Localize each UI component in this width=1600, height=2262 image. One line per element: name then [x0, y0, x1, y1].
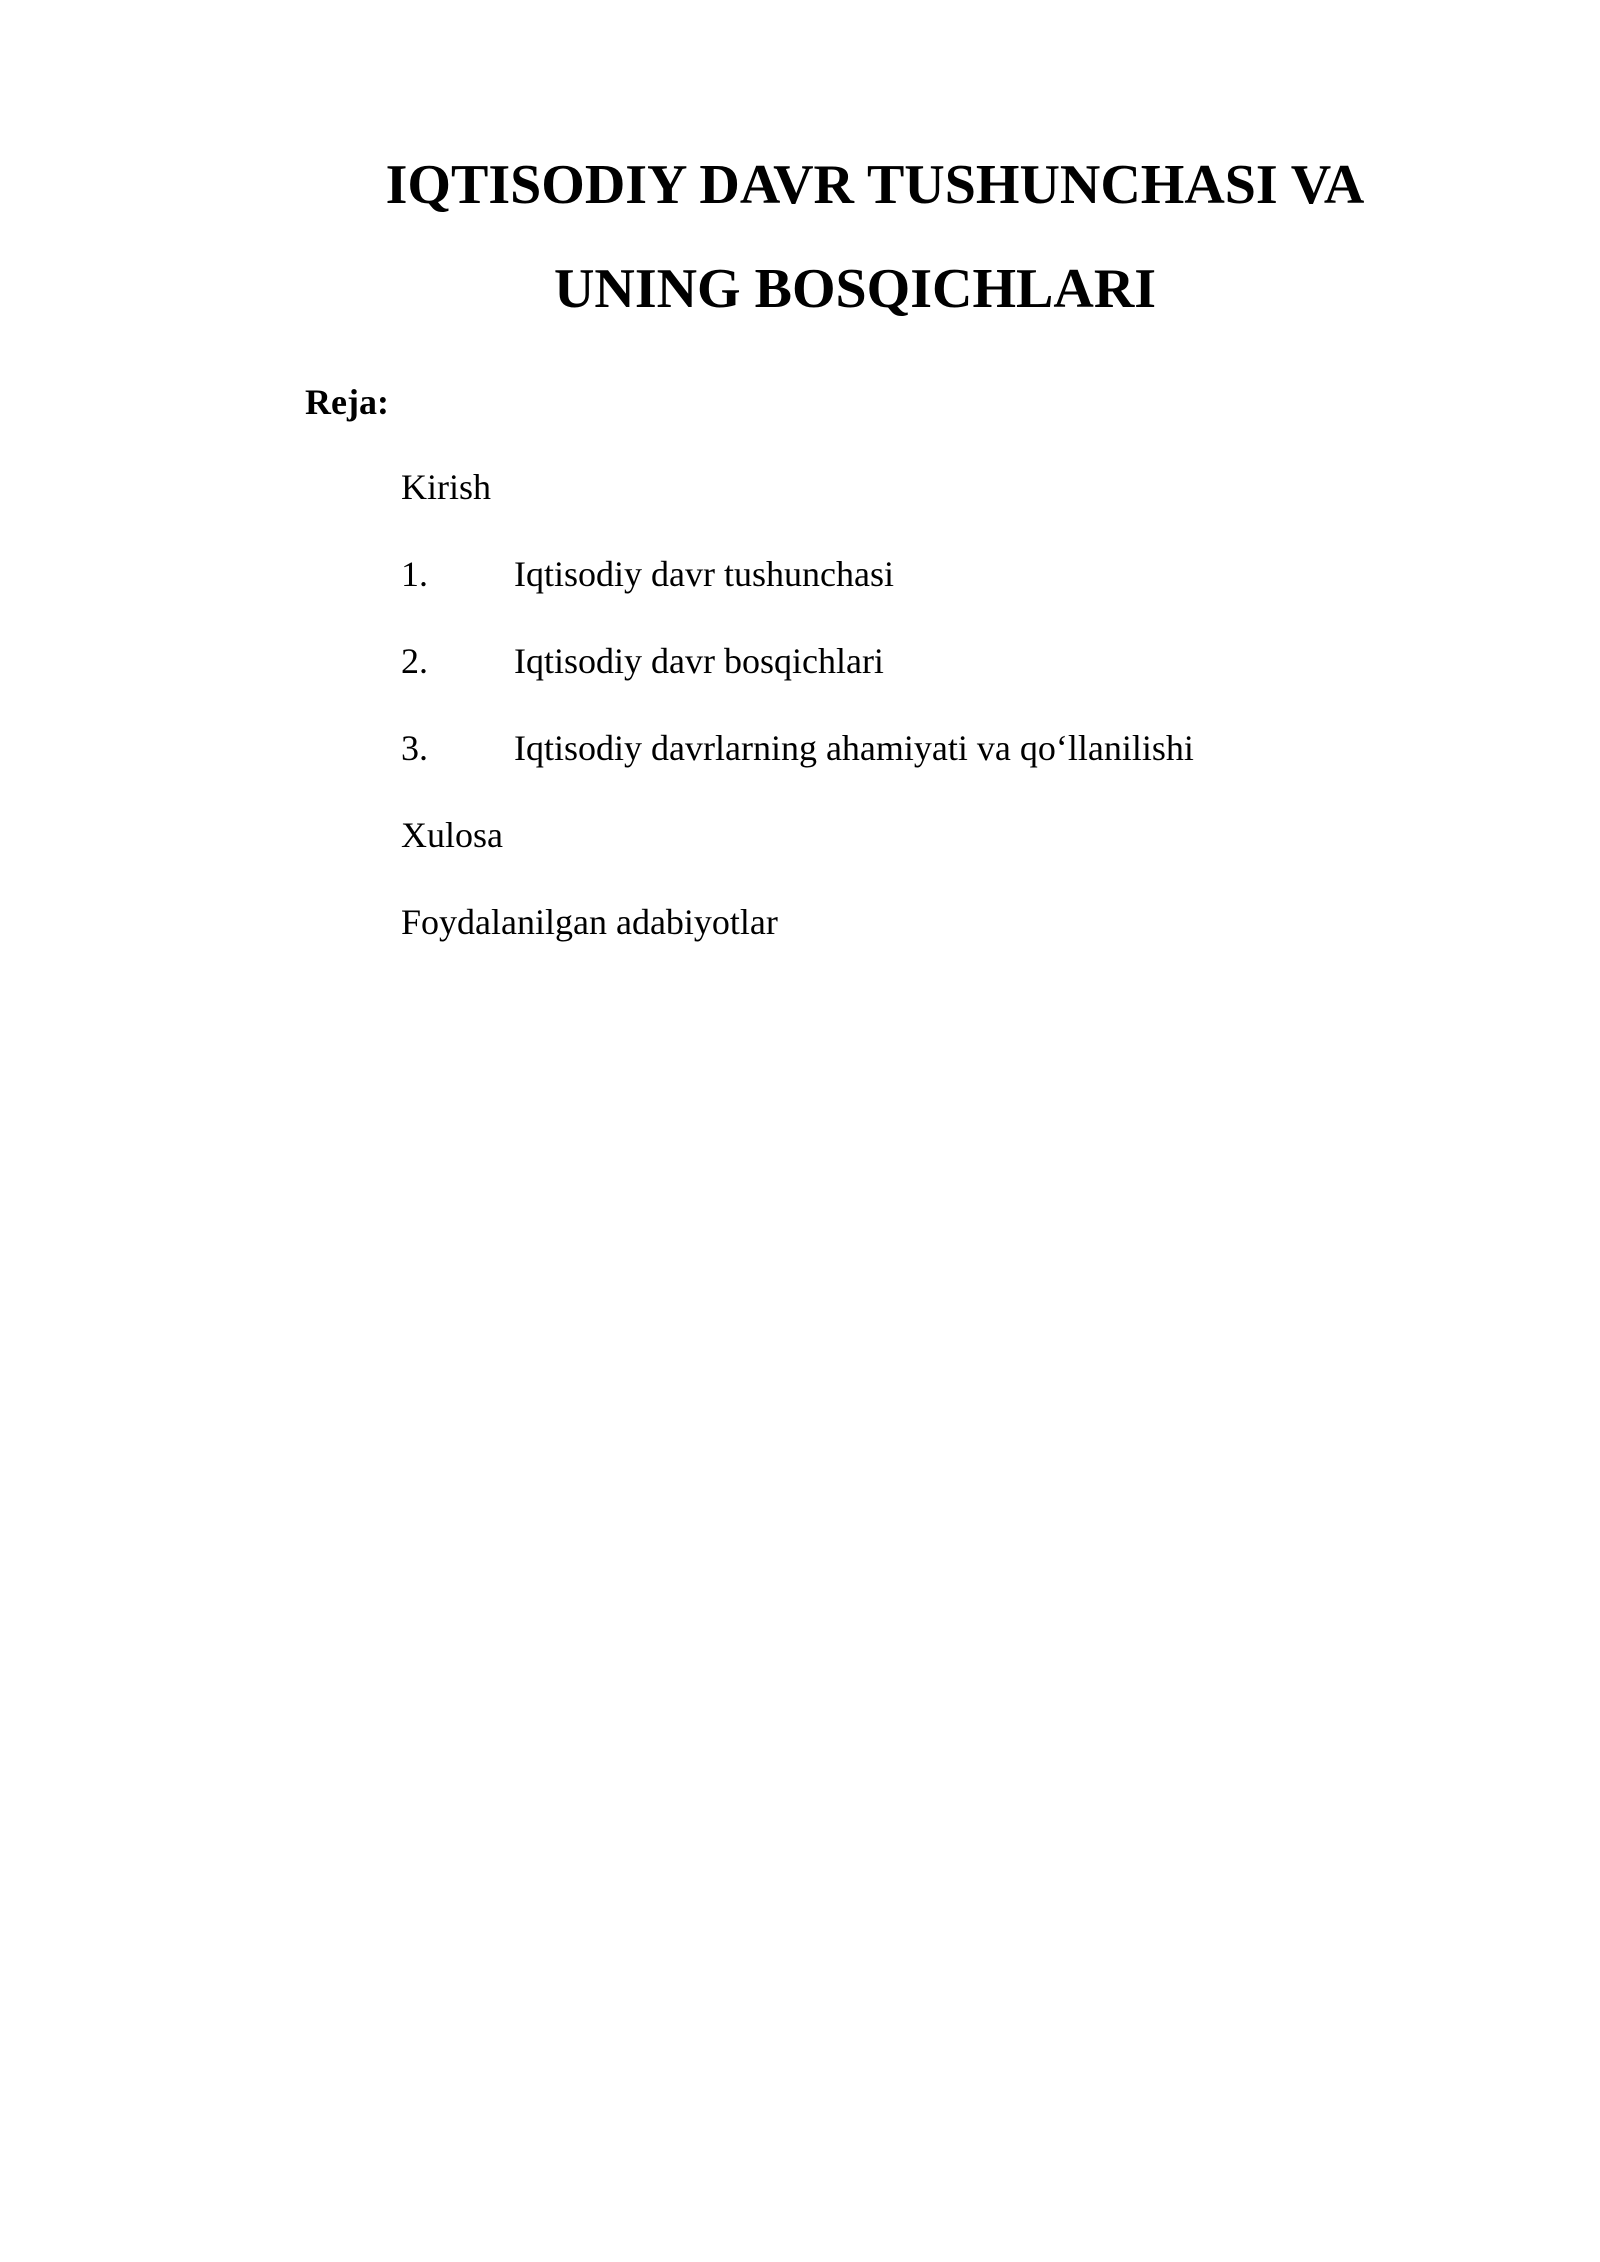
plan-item-text: Iqtisodiy davrlarning ahamiyati va qo‘llanilishi	[514, 728, 1194, 768]
plan-item-references: Foydalanilgan adabiyotlar	[401, 902, 778, 942]
plan-item-number: 1.	[401, 554, 428, 594]
plan-item-text: Iqtisodiy davr bosqichlari	[514, 641, 884, 681]
plan-item-conclusion: Xulosa	[401, 815, 503, 855]
plan-heading: Reja:	[305, 382, 389, 422]
document-title-line-2: UNING BOSQICHLARI	[553, 258, 1157, 320]
plan-item-intro: Kirish	[401, 467, 491, 507]
plan-item-text: Iqtisodiy davr tushunchasi	[514, 554, 894, 594]
plan-item-number: 3.	[401, 728, 428, 768]
plan-item-number: 2.	[401, 641, 428, 681]
document-title-line-1: IQTISODIY DAVR TUSHUNCHASI VA	[385, 154, 1365, 216]
